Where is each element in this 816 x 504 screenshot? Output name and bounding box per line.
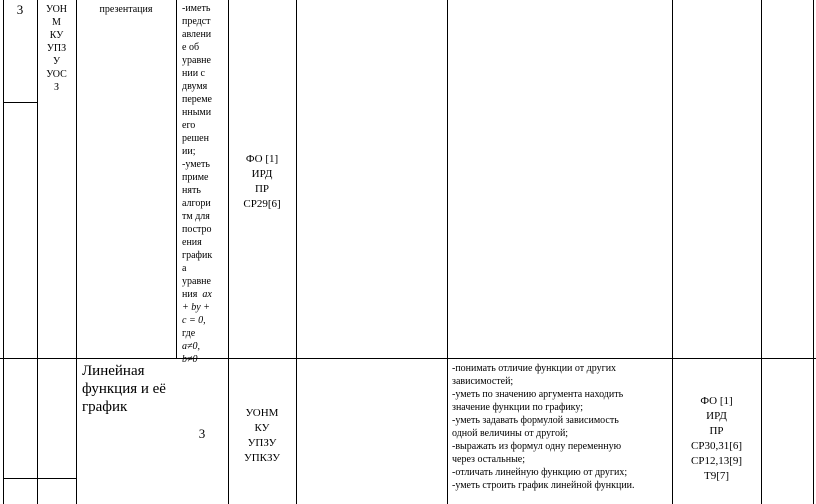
lesson-type-item: У (52, 56, 61, 67)
control-forms (672, 394, 761, 484)
lesson-type-item: УПЗУ (247, 437, 277, 449)
table-border (3, 0, 4, 504)
goal-line: ии; (182, 146, 196, 157)
lesson-type-item: КУ (254, 422, 270, 434)
lesson-type-item: М (52, 17, 61, 28)
control-item: ФО [1] (245, 153, 279, 165)
goal-line: решен (182, 133, 209, 144)
goal-line: е об (182, 42, 200, 53)
control-item: ПР (709, 425, 724, 437)
hours-count: 3 (198, 426, 206, 441)
control-item: ФО [1] (700, 395, 733, 407)
goal-line: график (182, 250, 213, 261)
row-divider (0, 358, 816, 359)
skill-line: одной величины от другой; (452, 428, 569, 439)
skills-list (452, 362, 670, 492)
skill-line: -уметь по значению аргумента находить (452, 389, 624, 400)
goal-line: приме (182, 172, 209, 183)
table-border (813, 0, 814, 504)
row-number: 3 (16, 2, 24, 17)
control-item: СР30,31[6] (690, 440, 743, 452)
goal-line: уравне (182, 276, 211, 287)
control-item: ИРД (251, 168, 273, 180)
table-border (447, 0, 448, 504)
lesson-type-item: З (53, 82, 59, 93)
goal-line: алгори (182, 198, 211, 209)
goal-line: уравне (182, 55, 211, 66)
control-item: ИРД (706, 410, 727, 422)
skill-line: зависимостей; (452, 376, 514, 387)
goal-formula: + by + (182, 302, 210, 313)
lesson-type-item: УОНМ (245, 407, 279, 419)
goal-formula: c = 0, (182, 315, 206, 326)
skill-line: через остальные; (452, 454, 526, 465)
lesson-type-item: УОН (45, 4, 68, 15)
table-border (296, 0, 297, 504)
goal-line: двумя (182, 81, 208, 92)
control-item: СР12,13[9] (690, 455, 743, 467)
goal-formula: a≠0, (182, 341, 200, 352)
skill-line: -понимать отличие функции от других (452, 363, 617, 374)
goal-line (182, 288, 228, 301)
goal-line: -уметь (182, 159, 210, 170)
table-border (761, 0, 762, 504)
goal-line: ения (182, 237, 202, 248)
goal-line: его (182, 120, 196, 131)
lesson-type-list (37, 3, 76, 94)
control-item: СР29[6] (243, 198, 281, 210)
control-item: Т9[7] (703, 470, 730, 482)
row-divider (3, 102, 37, 103)
topic-title: Линейная функция и её график (82, 363, 166, 415)
control-item: ПР (254, 183, 270, 195)
table-border (176, 0, 177, 358)
teaching-method: презентация (99, 4, 153, 15)
learning-goals (182, 2, 228, 366)
goal-line: тм для (182, 211, 210, 222)
goal-line: нии с (182, 68, 205, 79)
table-border (76, 0, 77, 504)
lesson-type-item: УОС (46, 69, 67, 80)
skill-line: -уметь задавать формулой зависимость (452, 415, 619, 426)
goal-line: нными (182, 107, 212, 118)
goal-formula: b≠0 (182, 354, 198, 365)
lesson-type-item: УПКЗУ (243, 452, 281, 464)
goal-line: где (182, 328, 196, 339)
skill-line: -выражать из формул одну переменную (452, 441, 622, 452)
goal-text: ния (182, 289, 198, 300)
goal-formula: ax (202, 289, 212, 300)
skill-line: значение функции по графику; (452, 402, 584, 413)
lesson-type-item: УПЗ (46, 43, 67, 54)
skill-line: -уметь строить график линейной функции. (452, 480, 635, 491)
row-divider (3, 478, 76, 479)
lesson-type-item: КУ (49, 30, 64, 41)
goal-line: нять (182, 185, 201, 196)
goal-line: а (182, 263, 187, 274)
goal-line: переме (182, 94, 212, 105)
goal-line: -иметь (182, 3, 211, 14)
goal-line: авлени (182, 29, 212, 40)
goal-line: постро (182, 224, 212, 235)
goal-line: предст (182, 16, 211, 27)
lesson-type-list (228, 406, 296, 466)
control-forms (228, 152, 296, 212)
skill-line: -отличать линейную функцию от других; (452, 467, 628, 478)
